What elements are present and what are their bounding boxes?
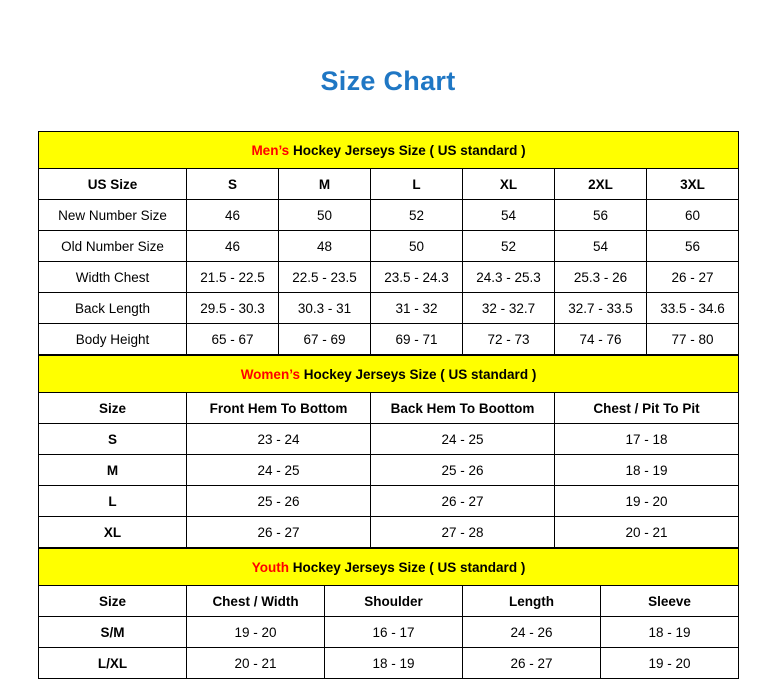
table-row [39, 200, 739, 231]
column-header: US Size [39, 169, 187, 200]
table-cell: 17 - 18 [555, 424, 739, 455]
table-cell: 18 - 19 [601, 617, 739, 648]
table-cell: 69 - 71 [371, 324, 463, 355]
table-cell: 54 [463, 200, 555, 231]
column-header: M [279, 169, 371, 200]
row-label: M [39, 455, 187, 486]
table-cell: 32 - 32.7 [463, 293, 555, 324]
table-cell: 24 - 25 [187, 455, 371, 486]
table-cell: 50 [279, 200, 371, 231]
table-cell: 22.5 - 23.5 [279, 262, 371, 293]
table-cell: 26 - 27 [647, 262, 739, 293]
table-header-row [39, 169, 739, 200]
section-header-accent: Youth [251, 559, 289, 575]
table-cell: 74 - 76 [555, 324, 647, 355]
table-cell: 32.7 - 33.5 [555, 293, 647, 324]
row-label: XL [39, 517, 187, 548]
column-header: Size [39, 393, 187, 424]
table-cell: 77 - 80 [647, 324, 739, 355]
row-label: Body Height [39, 324, 187, 355]
row-label: L [39, 486, 187, 517]
table-row [39, 424, 739, 455]
table-cell: 31 - 32 [371, 293, 463, 324]
table-cell: 27 - 28 [371, 517, 555, 548]
table-cell: 52 [463, 231, 555, 262]
table-cell: 25 - 26 [371, 455, 555, 486]
table-row [39, 617, 739, 648]
table-cell: 24 - 25 [371, 424, 555, 455]
size-chart-tables [38, 131, 738, 679]
table-cell: 20 - 21 [187, 648, 325, 679]
row-label: L/XL [39, 648, 187, 679]
row-label: Back Length [39, 293, 187, 324]
table-cell: 26 - 27 [371, 486, 555, 517]
table-cell: 25 - 26 [187, 486, 371, 517]
table-cell: 24.3 - 25.3 [463, 262, 555, 293]
row-label: Width Chest [39, 262, 187, 293]
table-section-header-row [39, 132, 739, 169]
table-cell: 25.3 - 26 [555, 262, 647, 293]
table-row [39, 293, 739, 324]
table-cell: 72 - 73 [463, 324, 555, 355]
row-label: New Number Size [39, 200, 187, 231]
column-header: L [371, 169, 463, 200]
table-cell: 18 - 19 [325, 648, 463, 679]
table-row [39, 231, 739, 262]
table-row [39, 648, 739, 679]
column-header: 3XL [647, 169, 739, 200]
mens-section-header [39, 132, 739, 169]
row-label: Old Number Size [39, 231, 187, 262]
table-section-header-row [39, 356, 739, 393]
womens-section-header [39, 356, 739, 393]
row-label: S/M [39, 617, 187, 648]
table-row [39, 262, 739, 293]
table-header-row [39, 586, 739, 617]
table-cell: 52 [371, 200, 463, 231]
table-cell: 46 [187, 231, 279, 262]
table-cell: 19 - 20 [555, 486, 739, 517]
column-header: Back Hem To Boottom [371, 393, 555, 424]
table-cell: 56 [647, 231, 739, 262]
table-cell: 30.3 - 31 [279, 293, 371, 324]
table-cell: 24 - 26 [463, 617, 601, 648]
table-cell: 46 [187, 200, 279, 231]
table-cell: 65 - 67 [187, 324, 279, 355]
section-header-accent: Men’s [251, 142, 290, 158]
table-row [39, 517, 739, 548]
table-section-header-row [39, 549, 739, 586]
table-cell: 16 - 17 [325, 617, 463, 648]
row-label: S [39, 424, 187, 455]
table-cell: 54 [555, 231, 647, 262]
section-header-rest: Hockey Jerseys Size ( US standard ) [289, 142, 526, 158]
column-header: Chest / Width [187, 586, 325, 617]
column-header: S [187, 169, 279, 200]
column-header: XL [463, 169, 555, 200]
table-cell: 18 - 19 [555, 455, 739, 486]
womens-size-table [38, 355, 739, 548]
table-cell: 67 - 69 [279, 324, 371, 355]
column-header: Length [463, 586, 601, 617]
table-cell: 29.5 - 30.3 [187, 293, 279, 324]
table-cell: 60 [647, 200, 739, 231]
section-header-rest: Hockey Jerseys Size ( US standard ) [299, 366, 537, 382]
page-title: Size Chart [320, 66, 456, 96]
youth-section-header [39, 549, 739, 586]
table-cell: 20 - 21 [555, 517, 739, 548]
table-row [39, 455, 739, 486]
table-row [39, 324, 739, 355]
table-cell: 56 [555, 200, 647, 231]
table-cell: 19 - 20 [187, 617, 325, 648]
section-header-rest: Hockey Jerseys Size ( US standard ) [288, 559, 526, 575]
column-header: Shoulder [325, 586, 463, 617]
table-cell: 48 [279, 231, 371, 262]
table-cell: 33.5 - 34.6 [647, 293, 739, 324]
youth-size-table [38, 548, 739, 679]
table-cell: 26 - 27 [463, 648, 601, 679]
table-cell: 23.5 - 24.3 [371, 262, 463, 293]
section-header-accent: Women’s [240, 366, 300, 382]
column-header: Front Hem To Bottom [187, 393, 371, 424]
column-header: Sleeve [601, 586, 739, 617]
table-header-row [39, 393, 739, 424]
table-cell: 50 [371, 231, 463, 262]
table-cell: 23 - 24 [187, 424, 371, 455]
table-cell: 19 - 20 [601, 648, 739, 679]
column-header: Chest / Pit To Pit [555, 393, 739, 424]
table-row [39, 486, 739, 517]
column-header: 2XL [555, 169, 647, 200]
table-cell: 26 - 27 [187, 517, 371, 548]
mens-size-table [38, 131, 739, 355]
table-cell: 21.5 - 22.5 [187, 262, 279, 293]
column-header: Size [39, 586, 187, 617]
